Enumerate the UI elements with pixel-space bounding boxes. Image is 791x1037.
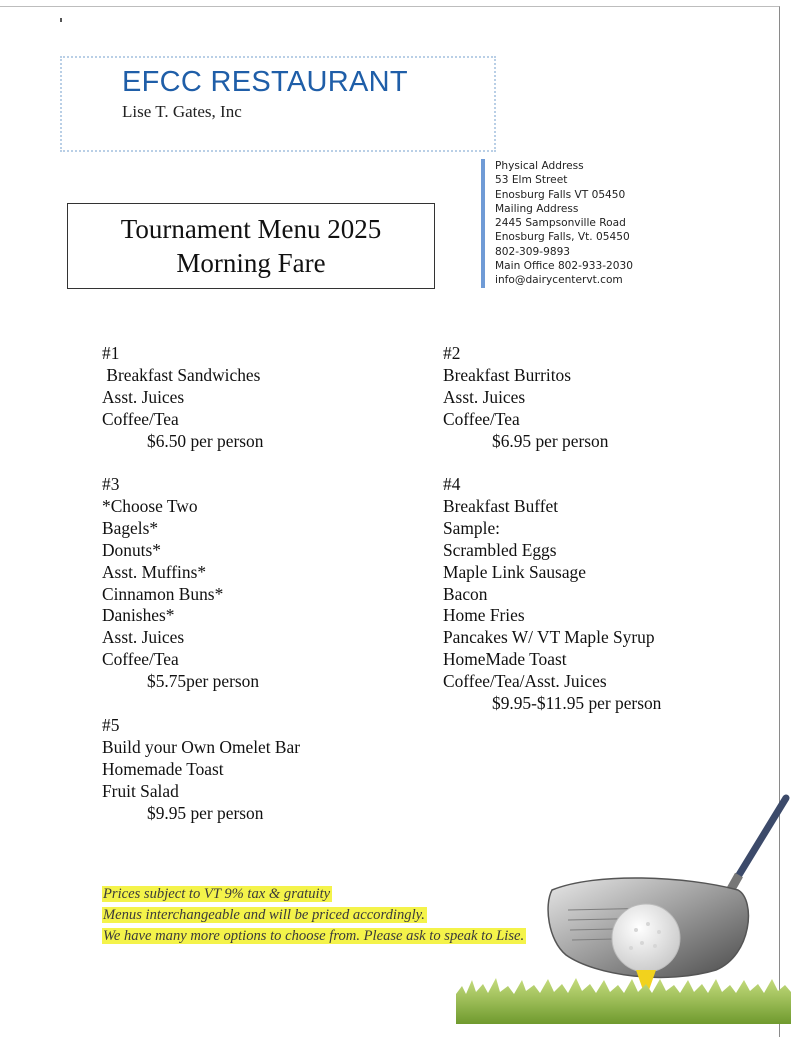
menu-item: Homemade Toast — [102, 758, 224, 779]
contact-line: Enosburg Falls VT 05450 — [495, 188, 626, 201]
menu-item: Breakfast Burritos — [443, 364, 571, 385]
menu-item: *Choose Two — [102, 495, 198, 516]
company-name: Lise T. Gates, Inc — [122, 102, 242, 121]
menu-price: $9.95-$11.95 per person — [492, 693, 662, 714]
menu-price: $6.95 per person — [492, 430, 609, 451]
restaurant-name: EFCC RESTAURANT — [122, 66, 408, 98]
contact-line: Main Office 802-933-2030 — [495, 260, 633, 273]
menu-price: $5.75per person — [147, 671, 260, 692]
menu-title: Tournament Menu 2025 — [120, 214, 382, 244]
contact-block — [481, 159, 633, 288]
menu-option-2 — [443, 343, 608, 453]
menu-number: #2 — [443, 343, 461, 363]
menu-item: Asst. Juices — [102, 627, 185, 648]
golf-ball — [612, 904, 680, 972]
menu-item: Bagels* — [102, 517, 159, 538]
menu-item: HomeMade Toast — [443, 649, 567, 670]
menu-option-3 — [102, 474, 259, 693]
contact-line: 53 Elm Street — [495, 174, 568, 187]
contact-line: 2445 Sampsonville Road — [495, 217, 626, 230]
menu-option-4 — [443, 474, 661, 715]
contact-line: 802-309-9893 — [495, 245, 571, 258]
menu-item: Maple Link Sausage — [443, 561, 586, 582]
menu-number: #4 — [443, 474, 461, 494]
contact-line: Enosburg Falls, Vt. 05450 — [495, 231, 630, 244]
menu-item: Pancakes W/ VT Maple Syrup — [443, 627, 655, 648]
club-shaft — [731, 798, 786, 888]
grass — [456, 978, 791, 1024]
menu-item: Coffee/Tea — [102, 408, 179, 429]
menu-item: Home Fries — [443, 605, 525, 626]
golf-club-ball-icon — [456, 780, 791, 1024]
interchangeable-note: Menus interchangeable and will be priced accordingly. — [103, 907, 425, 923]
menu-item: Breakfast Sandwiches — [102, 364, 261, 385]
menu-number: #5 — [102, 715, 120, 735]
contact-email: info@dairycentervt.com — [495, 274, 623, 287]
menu-item: Fruit Salad — [102, 780, 179, 801]
tax-note: Prices subject to VT 9% tax & gratuity — [103, 886, 331, 902]
menu-item: Bacon — [443, 583, 488, 604]
menu-subtitle: Morning Fare — [176, 248, 326, 278]
menu-option-5 — [102, 715, 300, 825]
menu-item: Coffee/Tea — [102, 649, 179, 670]
menu-item: Danishes* — [102, 605, 175, 626]
menu-price: $6.50 per person — [147, 430, 264, 451]
scan-mark — [60, 18, 62, 22]
menu-item: Breakfast Buffet — [443, 495, 559, 516]
menu-item: Asst. Juices — [443, 386, 526, 407]
contact-line: Mailing Address — [495, 202, 579, 215]
menu-item: Asst. Juices — [102, 386, 185, 407]
menu-item: Donuts* — [102, 539, 161, 560]
menu-item: Cinnamon Buns* — [102, 583, 224, 604]
menu-number: #1 — [102, 343, 120, 363]
menu-item: Build your Own Omelet Bar — [102, 736, 301, 757]
menu-title-box — [67, 203, 435, 289]
menu-item: Scrambled Eggs — [443, 539, 557, 560]
menu-item: Coffee/Tea — [443, 408, 520, 429]
menu-item: Sample: — [443, 517, 500, 538]
contact-line: Physical Address — [495, 160, 584, 172]
options-note: We have many more options to choose from. Please ask to speak to Lise. — [103, 928, 525, 944]
menu-price: $9.95 per person — [147, 802, 264, 823]
menu-number: #3 — [102, 474, 120, 494]
menu-item: Coffee/Tea/Asst. Juices — [443, 671, 607, 692]
menu-item: Asst. Muffins* — [102, 561, 207, 582]
menu-option-1 — [102, 343, 263, 453]
